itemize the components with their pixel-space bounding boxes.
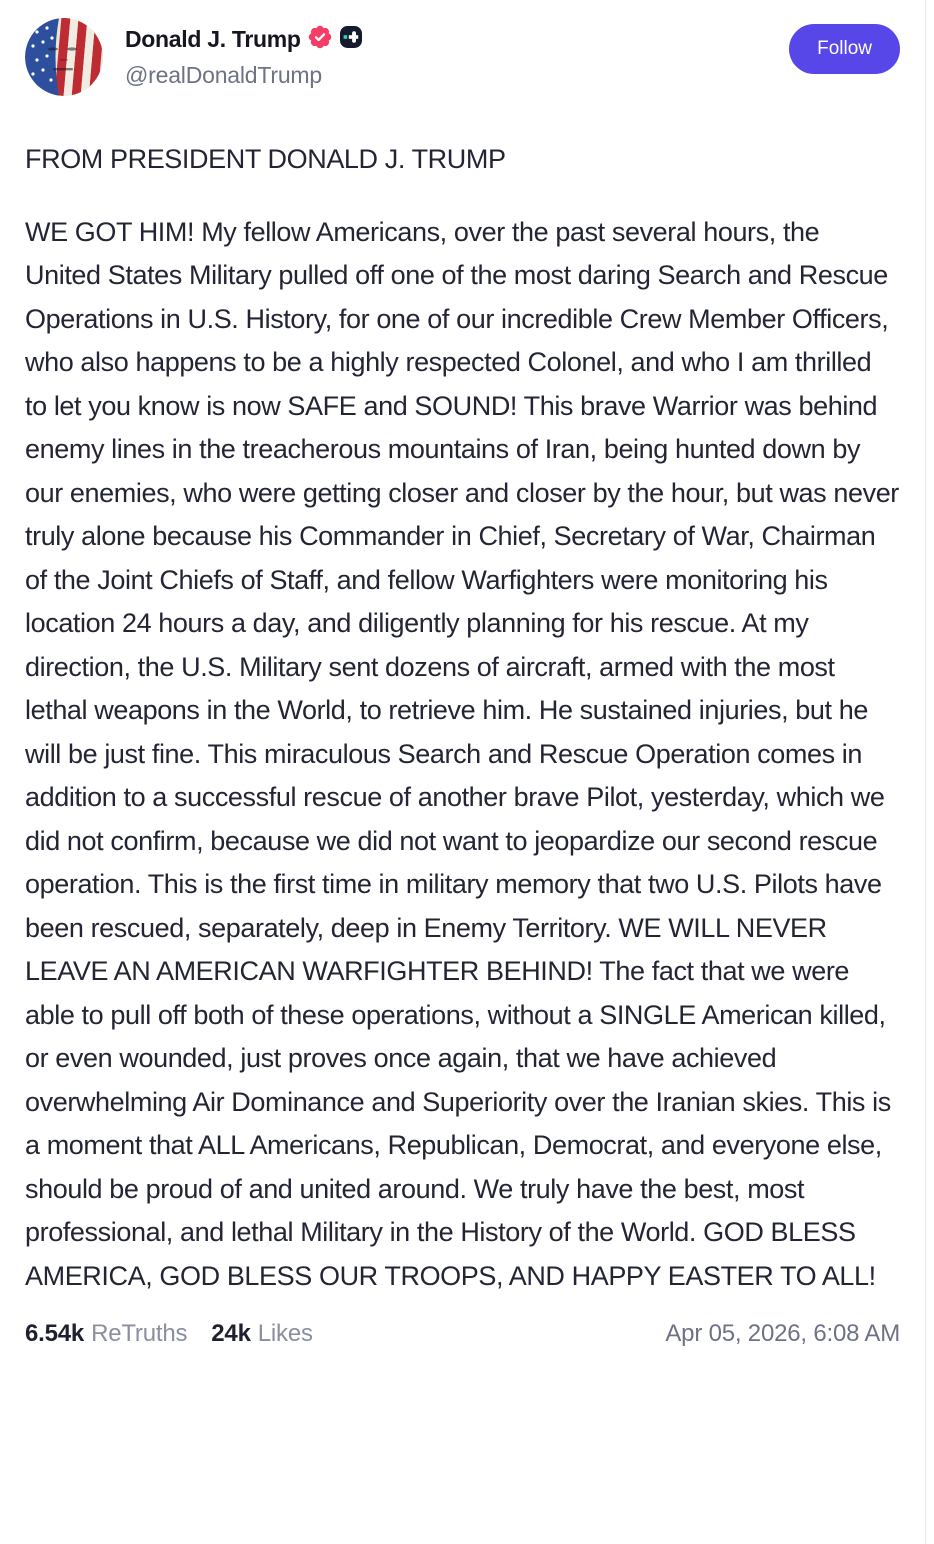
retruths-count: 6.54k bbox=[25, 1320, 85, 1347]
flag-face-avatar-image bbox=[25, 18, 103, 96]
author-name-row bbox=[125, 25, 363, 54]
post-timestamp[interactable]: Apr 05, 2026, 6:08 AM bbox=[665, 1320, 900, 1347]
likes-count: 24k bbox=[211, 1320, 251, 1347]
likes-label: Likes bbox=[257, 1320, 313, 1347]
post-footer bbox=[25, 1320, 900, 1348]
retruths-stat[interactable] bbox=[25, 1320, 187, 1348]
post-title-line: FROM PRESIDENT DONALD J. TRUMP bbox=[25, 144, 506, 174]
verified-check-seal-icon bbox=[308, 25, 332, 54]
author-handle[interactable]: @realDonaldTrump bbox=[125, 62, 322, 88]
author-display-name[interactable]: Donald J. Trump bbox=[125, 26, 301, 52]
likes-stat[interactable] bbox=[211, 1320, 312, 1348]
retruths-label: ReTruths bbox=[91, 1320, 188, 1347]
post-stats bbox=[25, 1320, 313, 1348]
post-body-text: WE GOT HIM! My fellow Americans, over the past several hours, the United States Military pulled off one of the most daring Search and Rescue Operations in U.S. History, for one of our incredible Crew Member Officers, who also happens to be a highly respected Colonel, and who I am thrilled to let you know is now SAFE and SOUND! This brave Warrior was behind enemy lines in the treacherous mountains of Iran, being hunted down by our enemies, who were getting closer and closer by the hour, but was never truly alone because his Commander in Chief, Secretary of War, Chairman of the Joint Chiefs of Staff, and fellow Warfighters were monitoring his location 24 hours a day, and diligently planning for his rescue. At my direction, the U.S. Military sent dozens of aircraft, armed with the most lethal weapons in the World, to retrieve him. He sustained injuries, but he will be just fine. This miraculous Search and Rescue Operation comes in addition to a successful rescue of another brave Pilot, yesterday, which we did not confirm, because we did not want to jeopardize our second rescue operation. This is the first time in military memory that two U.S. Pilots have been rescued, separately, deep in Enemy Territory. WE WILL NEVER LEAVE AN AMERICAN WARFIGHTER BEHIND! The fact that we were able to pull off both of these operations, without a SINGLE American killed, or even wounded, just proves once again, that we have achieved overwhelming Air Dominance and Superiority over the Iranian skies. This is a moment that ALL Americans, Republican, Democrat, and everyone else, should be proud of and united around. We truly have the best, most professional, and lethal Military in the History of the World. GOD BLESS AMERICA, GOD BLESS OUR TROOPS, AND HAPPY EASTER TO ALL! bbox=[25, 216, 899, 1291]
follow-button[interactable]: Follow bbox=[789, 24, 900, 74]
avatar[interactable] bbox=[25, 18, 103, 96]
author-identity bbox=[125, 18, 363, 89]
truth-social-plus-badge-icon bbox=[339, 25, 363, 54]
post-header bbox=[25, 0, 900, 96]
